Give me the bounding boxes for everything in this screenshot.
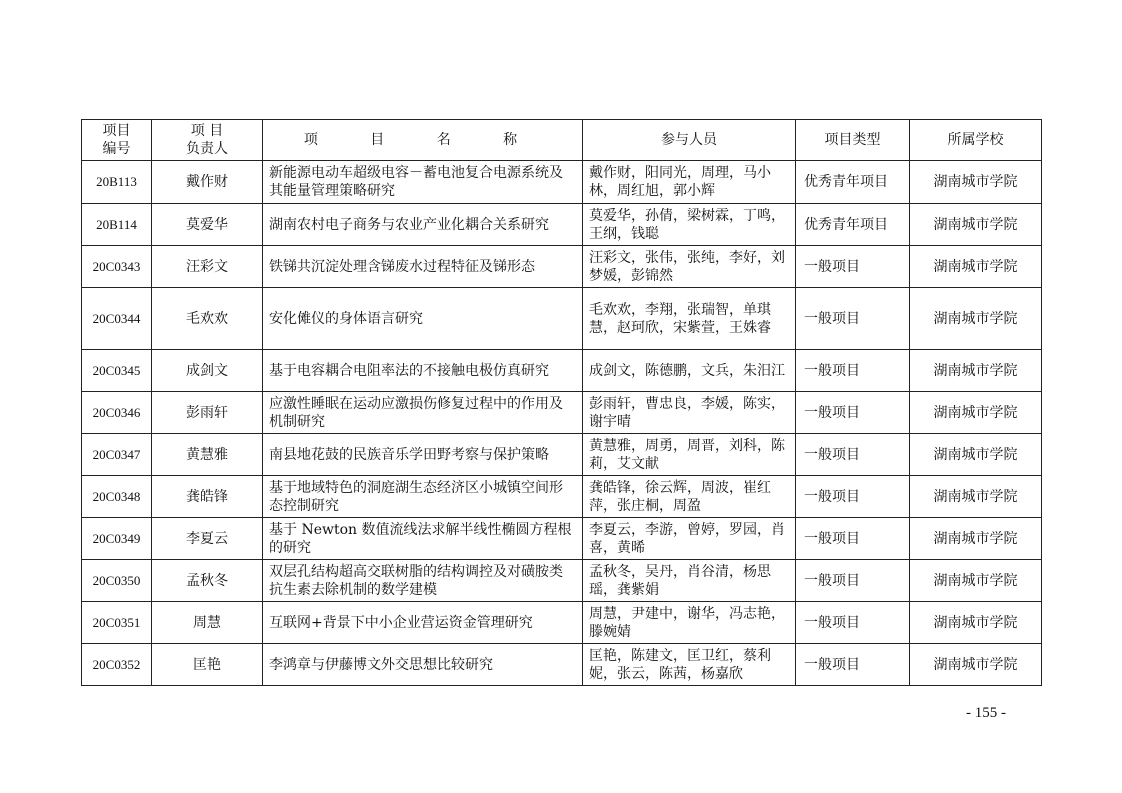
project-id-cell: 20B113	[82, 161, 152, 204]
project-type-cell: 一般项目	[796, 392, 910, 434]
project-id-cell: 20C0351	[82, 602, 152, 644]
project-name-cell: 基于 Newton 数值流线法求解半线性椭圆方程根的研究	[263, 518, 583, 560]
header-members: 参与人员	[583, 120, 796, 161]
project-name-cell: 南县地花鼓的民族音乐学田野考察与保护策略	[263, 434, 583, 476]
table-row	[82, 288, 1042, 350]
members-cell: 龚皓锋，徐云辉，周波，崔红萍，张庄桐，周盈	[583, 476, 796, 518]
project-name-cell: 互联网+背景下中小企业营运资金管理研究	[263, 602, 583, 644]
project-id-cell: 20C0352	[82, 644, 152, 686]
leader-cell: 毛欢欢	[152, 288, 263, 350]
header-project-name: 项 目 名 称	[263, 120, 583, 161]
project-id-cell: 20C0347	[82, 434, 152, 476]
project-name-cell: 基于地域特色的洞庭湖生态经济区小城镇空间形态控制研究	[263, 476, 583, 518]
school-cell: 湖南城市学院	[910, 246, 1042, 288]
project-type-cell: 一般项目	[796, 350, 910, 392]
school-cell: 湖南城市学院	[910, 204, 1042, 246]
leader-cell: 彭雨轩	[152, 392, 263, 434]
project-type-cell: 一般项目	[796, 602, 910, 644]
members-cell: 莫爱华，孙倩，梁树霖，丁鸣，王纲，钱聪	[583, 204, 796, 246]
project-name-cell: 铁锑共沉淀处理含锑废水过程特征及锑形态	[263, 246, 583, 288]
leader-cell: 周慧	[152, 602, 263, 644]
table-row	[82, 246, 1042, 288]
members-cell: 孟秋冬，吴丹，肖谷清，杨思瑶，龚紫娟	[583, 560, 796, 602]
table-row	[82, 161, 1042, 204]
project-id-cell: 20C0343	[82, 246, 152, 288]
project-type-cell: 一般项目	[796, 434, 910, 476]
school-cell: 湖南城市学院	[910, 392, 1042, 434]
project-name-cell: 李鸿章与伊藤博文外交思想比较研究	[263, 644, 583, 686]
project-id-cell: 20C0348	[82, 476, 152, 518]
project-type-cell: 一般项目	[796, 560, 910, 602]
header-leader: 项 目 负责人	[152, 120, 263, 161]
school-cell: 湖南城市学院	[910, 350, 1042, 392]
school-cell: 湖南城市学院	[910, 644, 1042, 686]
members-cell: 黄慧雅，周勇，周晋，刘科，陈莉，艾文献	[583, 434, 796, 476]
header-school: 所属学校	[910, 120, 1042, 161]
members-cell: 匡艳，陈建文，匡卫红，蔡利妮，张云，陈茜，杨嘉欣	[583, 644, 796, 686]
table-row	[82, 434, 1042, 476]
leader-cell: 汪彩文	[152, 246, 263, 288]
project-name-cell: 基于电容耦合电阻率法的不接触电极仿真研究	[263, 350, 583, 392]
project-name-cell: 双层孔结构超高交联树脂的结构调控及对磺胺类抗生素去除机制的数学建模	[263, 560, 583, 602]
leader-cell: 黄慧雅	[152, 434, 263, 476]
project-type-cell: 一般项目	[796, 246, 910, 288]
school-cell: 湖南城市学院	[910, 602, 1042, 644]
table-header-row	[82, 120, 1042, 161]
leader-cell: 李夏云	[152, 518, 263, 560]
project-type-cell: 优秀青年项目	[796, 204, 910, 246]
table-row	[82, 644, 1042, 686]
project-id-cell: 20B114	[82, 204, 152, 246]
project-id-cell: 20C0349	[82, 518, 152, 560]
header-project-id: 项目 编号	[82, 120, 152, 161]
members-cell: 成剑文，陈德鹏，文兵，朱汨江	[583, 350, 796, 392]
projects-table-wrapper	[81, 119, 1041, 686]
project-name-cell: 应激性睡眠在运动应激损伤修复过程中的作用及机制研究	[263, 392, 583, 434]
leader-cell: 成剑文	[152, 350, 263, 392]
members-cell: 周慧，尹建中，谢华，冯志艳，滕婉婧	[583, 602, 796, 644]
members-cell: 李夏云，李游，曾婷，罗园，肖喜，黄晞	[583, 518, 796, 560]
members-cell: 彭雨轩，曹忠良，李媛，陈实，谢宇晴	[583, 392, 796, 434]
project-id-cell: 20C0350	[82, 560, 152, 602]
school-cell: 湖南城市学院	[910, 434, 1042, 476]
school-cell: 湖南城市学院	[910, 560, 1042, 602]
page-number: - 155 -	[966, 705, 1006, 721]
project-id-cell: 20C0344	[82, 288, 152, 350]
leader-cell: 匡艳	[152, 644, 263, 686]
table-row	[82, 602, 1042, 644]
table-row	[82, 476, 1042, 518]
school-cell: 湖南城市学院	[910, 288, 1042, 350]
members-cell: 戴作财，阳同光，周理，马小林，周红旭，郭小辉	[583, 161, 796, 204]
school-cell: 湖南城市学院	[910, 518, 1042, 560]
project-type-cell: 一般项目	[796, 644, 910, 686]
project-name-cell: 安化傩仪的身体语言研究	[263, 288, 583, 350]
project-id-cell: 20C0346	[82, 392, 152, 434]
projects-table	[81, 119, 1042, 686]
leader-cell: 戴作财	[152, 161, 263, 204]
project-name-cell: 湖南农村电子商务与农业产业化耦合关系研究	[263, 204, 583, 246]
project-type-cell: 一般项目	[796, 288, 910, 350]
project-type-cell: 一般项目	[796, 476, 910, 518]
project-type-cell: 一般项目	[796, 518, 910, 560]
project-name-cell: 新能源电动车超级电容－蓄电池复合电源系统及其能量管理策略研究	[263, 161, 583, 204]
leader-cell: 孟秋冬	[152, 560, 263, 602]
table-row	[82, 392, 1042, 434]
project-id-cell: 20C0345	[82, 350, 152, 392]
project-type-cell: 优秀青年项目	[796, 161, 910, 204]
table-row	[82, 518, 1042, 560]
table-row	[82, 350, 1042, 392]
leader-cell: 龚皓锋	[152, 476, 263, 518]
header-project-type: 项目类型	[796, 120, 910, 161]
leader-cell: 莫爱华	[152, 204, 263, 246]
members-cell: 汪彩文，张伟，张纯，李好，刘梦媛，彭锦然	[583, 246, 796, 288]
table-row	[82, 560, 1042, 602]
school-cell: 湖南城市学院	[910, 476, 1042, 518]
table-row	[82, 204, 1042, 246]
members-cell: 毛欢欢，李翔，张瑞智，单琪慧，赵珂欣，宋紫萱，王姝睿	[583, 288, 796, 350]
school-cell: 湖南城市学院	[910, 161, 1042, 204]
